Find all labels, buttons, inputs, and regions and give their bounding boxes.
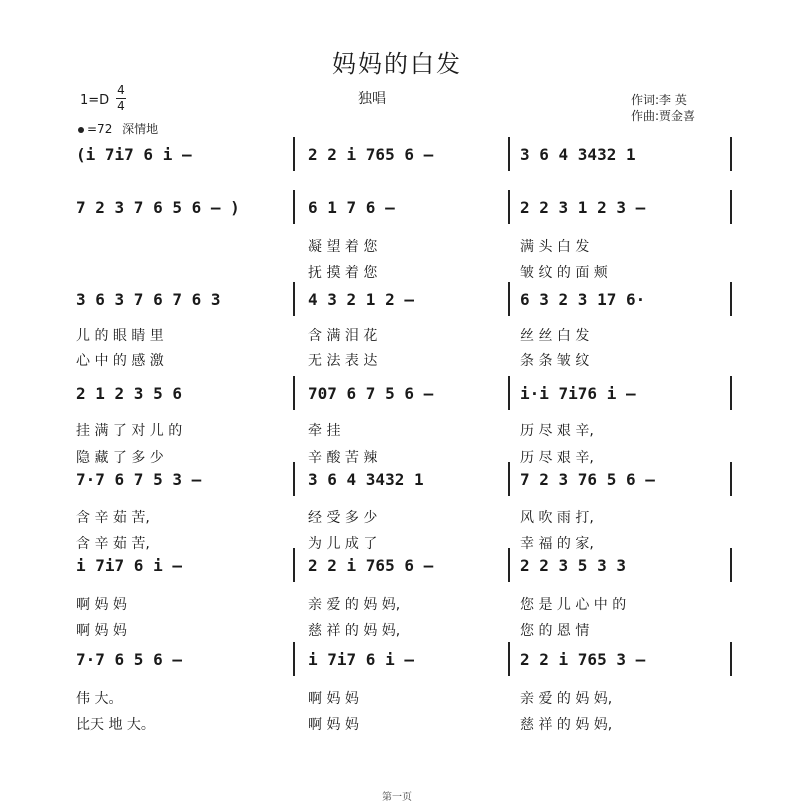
notes-row4-measure2: 6 3 2 3 17 6·: [520, 290, 646, 309]
notes-row7-measure1: 707 6 7 5 6 –: [308, 384, 434, 403]
notes-row13-measure2: 2 2 3 5 3 3: [520, 556, 626, 575]
notes-row13-measure0: i 7i7 6 i –: [76, 556, 182, 575]
notes-row1-measure2: 2 2 3 1 2 3 –: [520, 198, 646, 217]
barline: [730, 190, 732, 224]
barline: [293, 548, 295, 582]
barline: [293, 642, 295, 676]
barline: [508, 190, 510, 224]
notes-row7-measure2: i·i 7i76 i –: [520, 384, 636, 403]
notes-row4-measure1: 4 3 2 1 2 –: [308, 290, 414, 309]
barline: [730, 282, 732, 316]
notes-row16-measure1: i 7i7 6 i –: [308, 650, 414, 669]
expression-marking: 深情地: [122, 122, 159, 136]
barline: [293, 190, 295, 224]
lyric-row17-col1: 啊 妈 妈: [308, 691, 359, 707]
lyric-row2-col1: 满 头 白 发: [520, 239, 590, 255]
lyricist-credit: 作词:李 英: [631, 93, 687, 107]
lyric-row15-col0: 啊 妈 妈: [76, 623, 127, 639]
page-number: 第一页: [382, 792, 412, 803]
lyric-row14-col1: 亲 爱 的 妈 妈,: [308, 597, 401, 613]
lyric-row17-col2: 亲 爱 的 妈 妈,: [520, 691, 613, 707]
lyric-row18-col1: 啊 妈 妈: [308, 717, 359, 733]
time-signature-bottom: 4: [117, 99, 125, 113]
time-signature-top: 4: [117, 83, 125, 97]
lyric-row6-col2: 条 条 皱 纹: [520, 353, 590, 369]
notes-row10-measure1: 3 6 4 3432 1: [308, 470, 424, 489]
barline: [508, 548, 510, 582]
lyric-row12-col2: 幸 福 的 家,: [520, 536, 594, 552]
barline: [508, 462, 510, 496]
lyric-row11-col1: 经 受 多 少: [308, 510, 378, 526]
subtitle: 独唱: [358, 91, 386, 107]
lyric-row5-col1: 含 满 泪 花: [308, 328, 378, 344]
notes-row4-measure0: 3 6 3 7 6 7 6 3: [76, 290, 221, 309]
notes-row1-measure0: 7 2 3 7 6 5 6 – ): [76, 198, 240, 217]
notes-row10-measure0: 7·7 6 7 5 3 –: [76, 470, 202, 489]
composer-credit: 作曲:贾金喜: [631, 109, 696, 123]
lyric-row9-col1: 辛 酸 苦 辣: [308, 450, 378, 466]
barline: [508, 376, 510, 410]
lyric-row12-col1: 为 儿 成 了: [308, 536, 378, 552]
lyric-row6-col0: 心 中 的 感 激: [76, 353, 164, 369]
barline: [508, 137, 510, 171]
lyric-row3-col0: 抚 摸 着 您: [308, 265, 378, 281]
barline: [293, 137, 295, 171]
lyric-row14-col0: 啊 妈 妈: [76, 597, 127, 613]
lyric-row9-col0: 隐 藏 了 多 少: [76, 450, 164, 466]
barline: [508, 642, 510, 676]
lyric-row11-col2: 风 吹 雨 打,: [520, 510, 594, 526]
song-title: 妈妈的白发: [332, 50, 462, 78]
notes-row16-measure0: 7·7 6 5 6 –: [76, 650, 182, 669]
notes-row16-measure2: 2 2 i 765 3 –: [520, 650, 646, 669]
barline: [730, 642, 732, 676]
lyric-row15-col2: 您 的 恩 情: [520, 623, 590, 639]
lyric-row8-col1: 牵 挂: [308, 423, 341, 439]
barline: [730, 137, 732, 171]
lyric-row18-col2: 慈 祥 的 妈 妈,: [520, 717, 613, 733]
key-signature: 1=D: [80, 93, 110, 108]
lyric-row8-col2: 历 尽 艰 辛,: [520, 423, 594, 439]
lyric-row18-col0: 比天 地 大。: [76, 717, 155, 733]
barline: [730, 548, 732, 582]
lyric-row15-col1: 慈 祥 的 妈 妈,: [308, 623, 401, 639]
lyric-row5-col2: 丝 丝 白 发: [520, 328, 590, 344]
notes-row13-measure1: 2 2 i 765 6 –: [308, 556, 434, 575]
notes-row10-measure2: 7 2 3 76 5 6 –: [520, 470, 655, 489]
time-signature: [116, 84, 126, 113]
barline: [730, 376, 732, 410]
barline: [508, 282, 510, 316]
notes-row0-measure2: 3 6 4 3432 1: [520, 145, 636, 164]
barline: [293, 282, 295, 316]
tempo-marking: =72 深情地: [78, 120, 158, 137]
barline: [293, 376, 295, 410]
barline: [293, 462, 295, 496]
notes-row7-measure0: 2 1 2 3 5 6: [76, 384, 182, 403]
lyric-row11-col0: 含 辛 茹 苦,: [76, 510, 150, 526]
quarter-note-icon: [78, 127, 84, 133]
notes-row1-measure1: 6 1 7 6 –: [308, 198, 395, 217]
lyric-row6-col1: 无 法 表 达: [308, 353, 378, 369]
lyric-row8-col0: 挂 满 了 对 儿 的: [76, 423, 183, 439]
notes-row0-measure1: 2 2 i 765 6 –: [308, 145, 434, 164]
lyric-row2-col0: 凝 望 着 您: [308, 239, 378, 255]
lyric-row9-col2: 历 尽 艰 辛,: [520, 450, 594, 466]
lyric-row17-col0: 伟 大。: [76, 691, 123, 707]
barline: [730, 462, 732, 496]
lyric-row3-col1: 皱 纹 的 面 颊: [520, 265, 608, 281]
lyric-row12-col0: 含 辛 茹 苦,: [76, 536, 150, 552]
lyric-row5-col0: 儿 的 眼 睛 里: [76, 328, 164, 344]
notes-row0-measure0: (i 7i7 6 i –: [76, 145, 192, 164]
lyric-row14-col2: 您 是 儿 心 中 的: [520, 597, 627, 613]
